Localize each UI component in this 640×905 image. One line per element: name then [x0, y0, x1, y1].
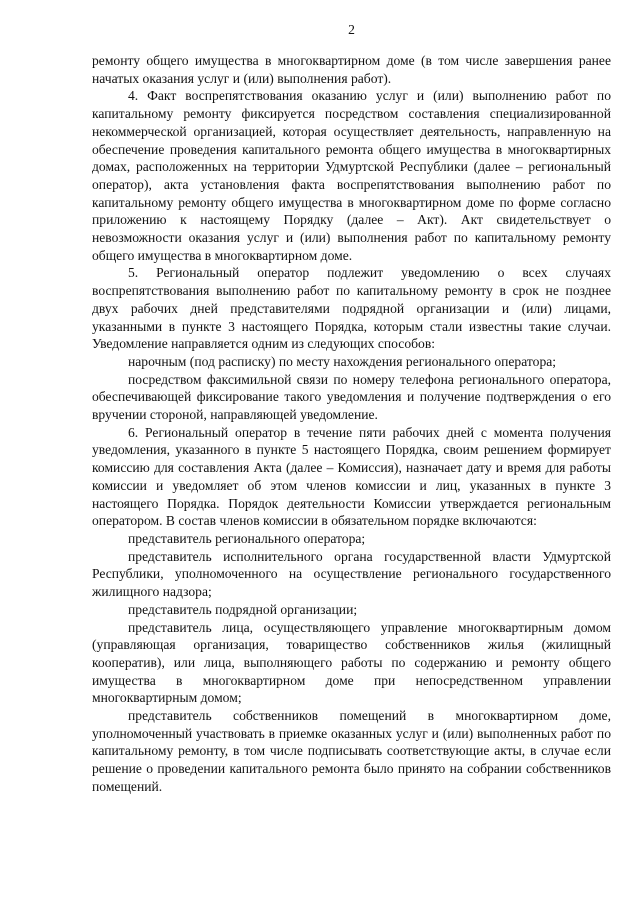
paragraph-method-fax: посредством факсимильной связи по номеру телефона регионального оператора, обеспечивающей фиксирование такого уведомления и получение подтверждения о его вручении стороной, направляющей уведомление.: [92, 371, 611, 423]
paragraph-item-5: 5. Региональный оператор подлежит уведомлению о всех случаях воспрепятствования выполнению работ по капитальному ремонту в срок не позднее двух рабочих дней представителями подрядной организации и (или) лицами, указанными в пункте 3 настоящего Порядка, которым стали известны такие случаи. Уведомление направляется одним из следующих способов:: [92, 265, 611, 352]
paragraph-member-owners: представитель собственников помещений в многоквартирном доме, уполномоченный участвовать в приемке оказанных услуг и (или) выполненных работ по капитальному ремонту, в том числе подписывать соответствующие акты, в случае если решение о проведении капитального ремонта было принято на собрании собственников помещений.: [92, 708, 611, 794]
paragraph-item-4: 4. Факт воспрепятствования оказанию услуг и (или) выполнению работ по капитальному ремонту фиксируется посредством составления специализированной некоммерческой организацией, которая осуществляет деятельность, направленную на обеспечение проведения капитального ремонта общего имущества в многоквартирных домах, расположенных на территории Удмуртской Республики (далее – региональный оператор), акта установления факта воспрепятствования выполнению работ по капитальному ремонту общего имущества в многоквартирном доме по форме согласно приложению к настоящему Порядку (далее – Акт). Акт свидетельствует о невозможности оказания услуг и (или) выполнения работ по капитальному ремонту общего имущества в многоквартирном доме.: [92, 88, 611, 263]
paragraph-method-courier: нарочным (под расписку) по месту нахождения регионального оператора;: [128, 353, 557, 369]
document-page: [92, 22, 611, 796]
paragraph-member-contractor: представитель подрядной организации;: [128, 601, 358, 617]
paragraph-member-executive-authority: представитель исполнительного органа государственной власти Удмуртской Республики, уполномоченного на осуществление регионального государственного жилищного надзора;: [92, 548, 611, 600]
paragraph-member-regional-operator: представитель регионального оператора;: [128, 530, 366, 546]
page-number: 2: [348, 22, 355, 37]
paragraph-item-6: 6. Региональный оператор в течение пяти рабочих дней с момента получения уведомления, указанного в пункте 5 настоящего Порядка, своим решением формирует комиссию для составления Акта (далее – Комиссия), назначает дату и время для работы комиссии и уведомляет об этом членов комиссии и лиц, указанных в пункте 3 настоящего Порядка. Порядок деятельности Комиссии утверждается региональным оператором. В состав членов комиссии в обязательном порядке включаются:: [92, 424, 611, 529]
paragraph-member-management: представитель лица, осуществляющего управление многоквартирным домом (управляющая организация, товарищество собственников жилья (жилищный кооператив), или лица, выполняющего работы по содержанию и ремонту общего имущества в многоквартирном доме при непосредственном управлении многоквартирным домом;: [92, 619, 611, 706]
paragraph-continuation: ремонту общего имущества в многоквартирном доме (в том числе завершения ранее начатых оказания услуг и (или) выполнения работ).: [92, 53, 611, 86]
